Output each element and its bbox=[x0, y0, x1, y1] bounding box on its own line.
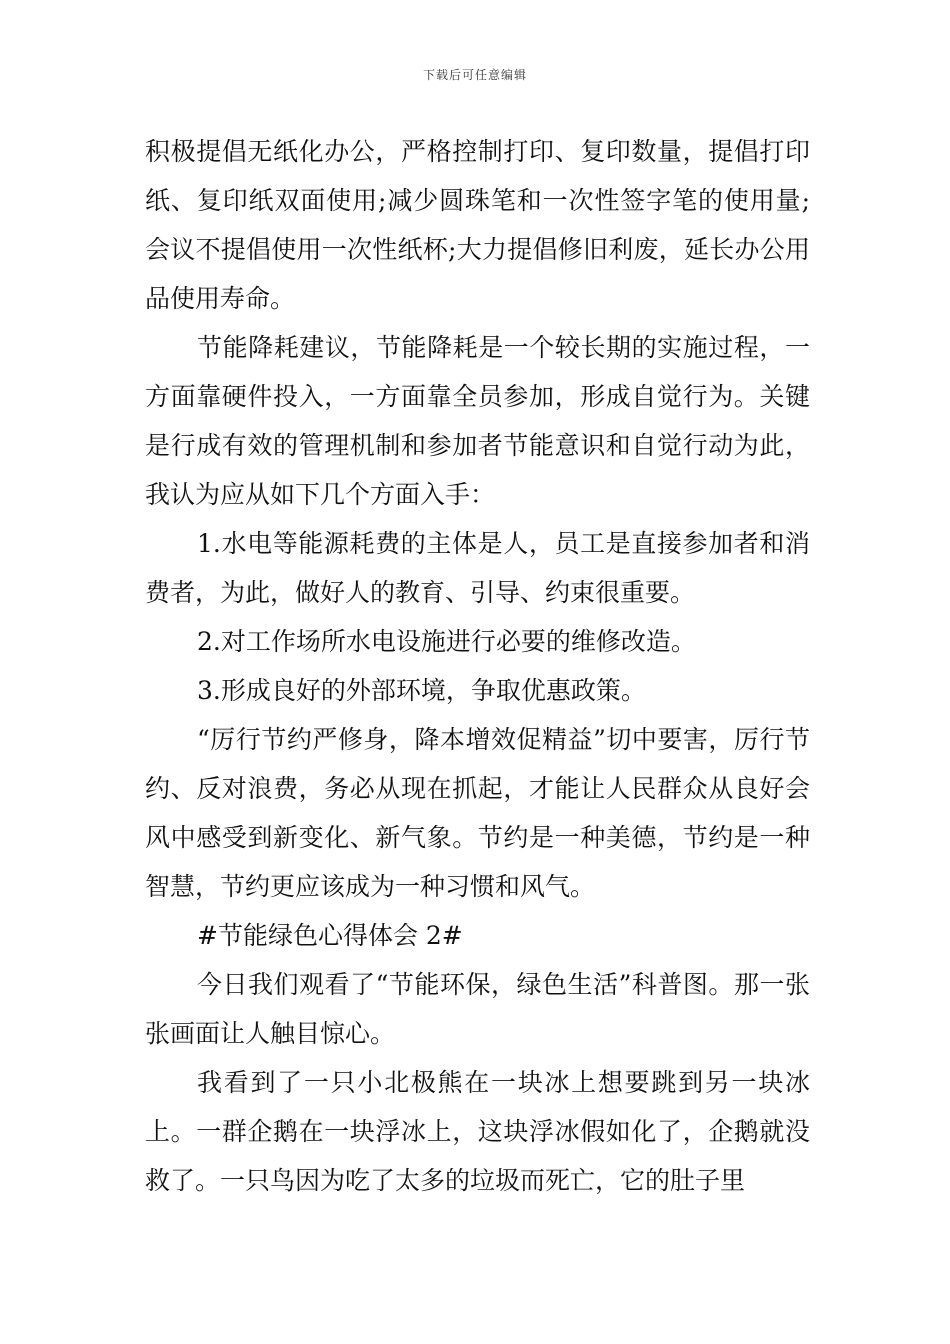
paragraph-item-2: 2.对工作场所水电设施进行必要的维修改造。 bbox=[197, 627, 696, 656]
paragraph-energy-saving-suggestion: 节能降耗建议，节能降耗是一个较长期的实施过程，一方面靠硬件投入，一方面靠全员参加，形成自觉行为。关键是行成有效的管理机制和参加者节能意识和自觉行动为此，我认为应从如下几个方面入手： bbox=[145, 333, 810, 509]
paragraph-thrift-quote: “厉行节约严修身，降本增效促精益”切中要害，厉行节约、反对浪费，务必从现在抓起，才能让人民群众从良好会风中感受到新变化、新气象。节约是一种美德，节约是一种智慧，节约更应该成为一种习惯和风气。 bbox=[145, 725, 810, 901]
header-note: 下载后可任意编辑 bbox=[422, 68, 527, 82]
paragraph-item-1: 1.水电等能源耗费的主体是人，员工是直接参加者和消费者，为此，做好人的教育、引导、约束很重要。 bbox=[145, 529, 810, 607]
paragraph-polar-bear: 我看到了一只小北极熊在一块冰上想要跳到另一块冰上。一群企鹅在一块浮冰上，这块浮冰假如化了，企鹅就没救了。一只鸟因为吃了太多的垃圾而死亡，它的肚子里 bbox=[145, 1068, 810, 1195]
section-heading: #节能绿色心得体会 2# bbox=[197, 921, 463, 950]
paragraph-paperless-office: 积极提倡无纸化办公，严格控制打印、复印数量，提倡打印纸、复印纸双面使用;减少圆珠笔和一次性签字笔的使用量;会议不提倡使用一次性纸杯;大力提倡修旧利废，延长办公用品使用寿命。 bbox=[145, 137, 810, 313]
document-body bbox=[145, 127, 810, 1205]
paragraph-item-3: 3.形成良好的外部环境，争取优惠政策。 bbox=[197, 676, 646, 705]
paragraph-science-video: 今日我们观看了“节能环保，绿色生活”科普图。那一张张画面让人触目惊心。 bbox=[145, 970, 810, 1048]
